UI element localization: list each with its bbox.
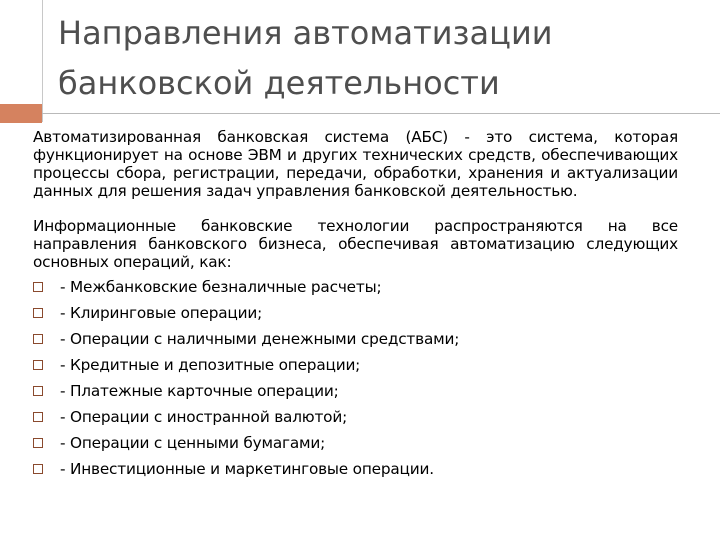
list-item (33, 352, 678, 378)
operations-list (33, 274, 678, 482)
slide-title (58, 8, 678, 108)
list-item (33, 300, 678, 326)
intro-paragraph: Информационные банковские технологии распространяются на все направления банковского бизнеса, обеспечивая автоматизацию следующих основных операций, как: (33, 217, 678, 271)
slide-body (33, 128, 678, 482)
title-vertical-rule (42, 0, 43, 122)
list-item-text: - Межбанковские безналичные расчеты; (60, 278, 382, 296)
square-bullet-icon (33, 438, 43, 448)
list-item (33, 404, 678, 430)
slide-title-line-2: банковской деятельности (58, 64, 500, 102)
square-bullet-icon (33, 360, 43, 370)
list-item-text: - Клиринговые операции; (60, 304, 263, 322)
title-divider (42, 113, 720, 114)
list-item-text: - Операции с ценными бумагами; (60, 434, 326, 452)
list-item (33, 326, 678, 352)
square-bullet-icon (33, 282, 43, 292)
list-item-text: - Операции с наличными денежными средствами; (60, 330, 460, 348)
square-bullet-icon (33, 386, 43, 396)
list-item-text: - Платежные карточные операции; (60, 382, 339, 400)
list-item-text: - Кредитные и депозитные операции; (60, 356, 361, 374)
definition-paragraph: Автоматизированная банковская система (АБС) - это система, которая функционирует на основе ЭВМ и других технических средств, обеспечивающих процессы сбора, регистрации, передачи, обработки, хранения и актуализации данных для решения задач управления банковской деятельностью. (33, 128, 678, 200)
square-bullet-icon (33, 464, 43, 474)
square-bullet-icon (33, 308, 43, 318)
slide-title-line-1: Направления автоматизации (58, 14, 553, 52)
accent-block (0, 104, 42, 123)
square-bullet-icon (33, 334, 43, 344)
list-item-text: - Операции с иностранной валютой; (60, 408, 348, 426)
square-bullet-icon (33, 412, 43, 422)
list-item (33, 456, 678, 482)
list-item-text: - Инвестиционные и маркетинговые операции. (60, 460, 434, 478)
list-item (33, 378, 678, 404)
list-item (33, 430, 678, 456)
list-item (33, 274, 678, 300)
